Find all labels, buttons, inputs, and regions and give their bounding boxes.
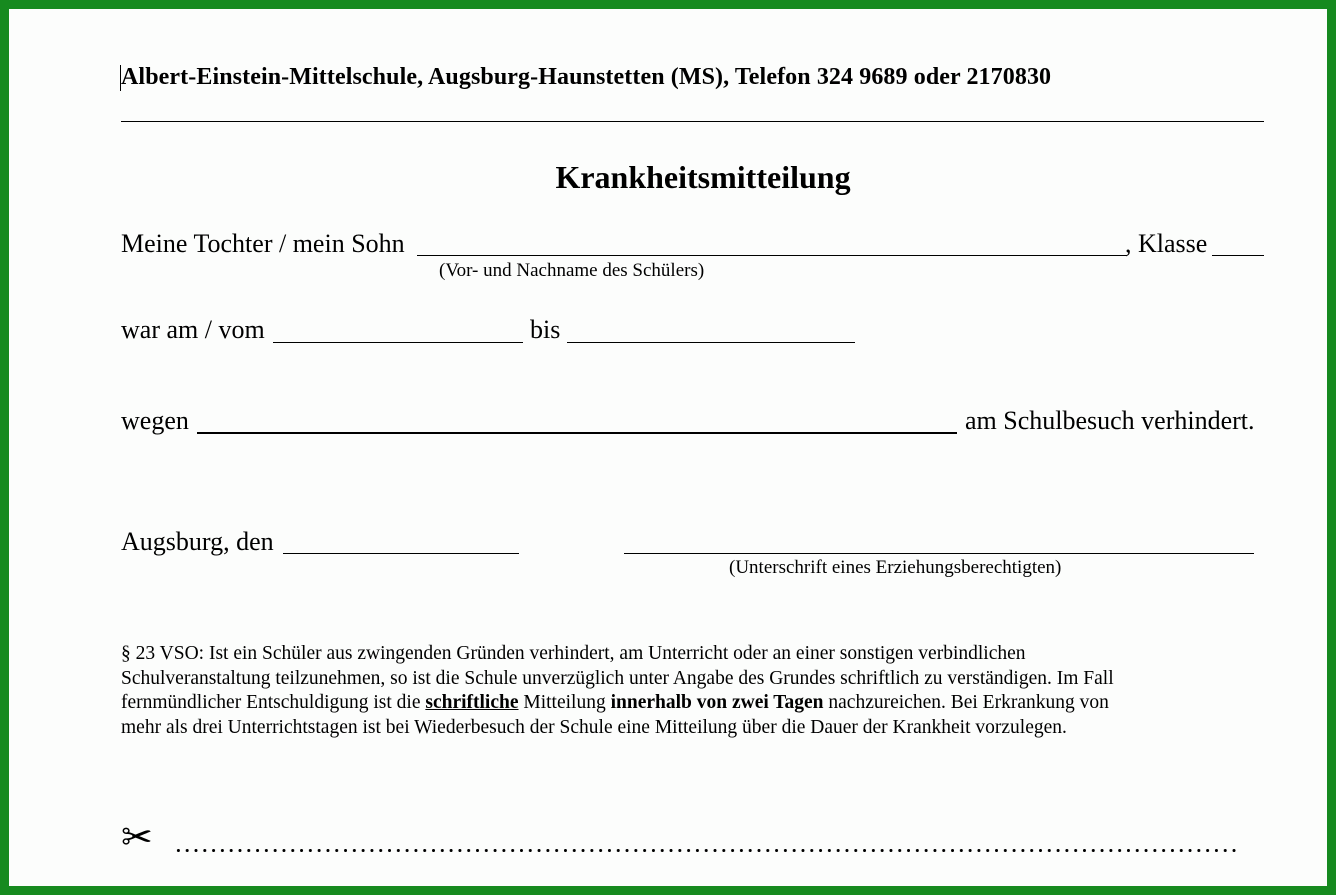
reason-label: wegen [121, 406, 189, 435]
note-line: Schulveranstaltung teilzunehmen, so ist die Schule unverzüglich unter Angabe des Grundes schriftlich zu verständigen. Im Fall [121, 667, 1114, 689]
note-text: fernmündlicher Entschuldigung ist die [121, 692, 426, 713]
date-from-line[interactable] [273, 342, 523, 343]
note-line [121, 691, 1251, 716]
reason-suffix: am Schulbesuch verhindert. [965, 406, 1255, 435]
place-date-line[interactable] [283, 553, 519, 554]
note-line: § 23 VSO: Ist ein Schüler aus zwingenden Gründen verhindert, am Unterricht oder an einer sonstigen verbindlichen [121, 643, 1026, 664]
note-line: mehr als drei Unterrichtstagen ist bei Wiederbesuch der Schule eine Mitteilung über die Dauer der Krankheit vorzulegen. [121, 716, 1067, 738]
scissors-icon: ✂ [121, 815, 153, 859]
note-text: nachzureichen. Bei Erkrankung von [823, 692, 1109, 713]
date-to-line[interactable] [567, 342, 855, 343]
legal-note [121, 642, 1251, 740]
document-page [9, 9, 1327, 886]
class-line[interactable] [1212, 255, 1264, 256]
class-label: , Klasse [1125, 229, 1208, 258]
reason-line[interactable] [197, 432, 957, 434]
emphasis-deadline: innerhalb von zwei Tagen [610, 692, 824, 713]
signature-hint: (Unterschrift eines Erziehungsberechtigten) [729, 557, 1062, 578]
date-from-label: war am / vom [121, 315, 265, 344]
student-name-hint: (Vor- und Nachname des Schülers) [439, 260, 705, 281]
emphasis-written: schriftliche [425, 692, 519, 713]
school-header: Albert-Einstein-Mittelschule, Augsburg-Haunstetten (MS), Telefon 324 9689 oder 2170830 [121, 64, 1052, 90]
date-to-label: bis [530, 315, 561, 344]
student-name-line[interactable] [417, 255, 1127, 256]
note-text: Mitteilung [518, 692, 611, 713]
header-rule [121, 121, 1264, 122]
student-label: Meine Tochter / mein Sohn [121, 229, 405, 258]
signature-line[interactable] [624, 553, 1254, 554]
form-title: Krankheitsmitteilung [555, 159, 851, 195]
place-date-label: Augsburg, den [121, 527, 274, 556]
cut-line [174, 848, 1239, 853]
